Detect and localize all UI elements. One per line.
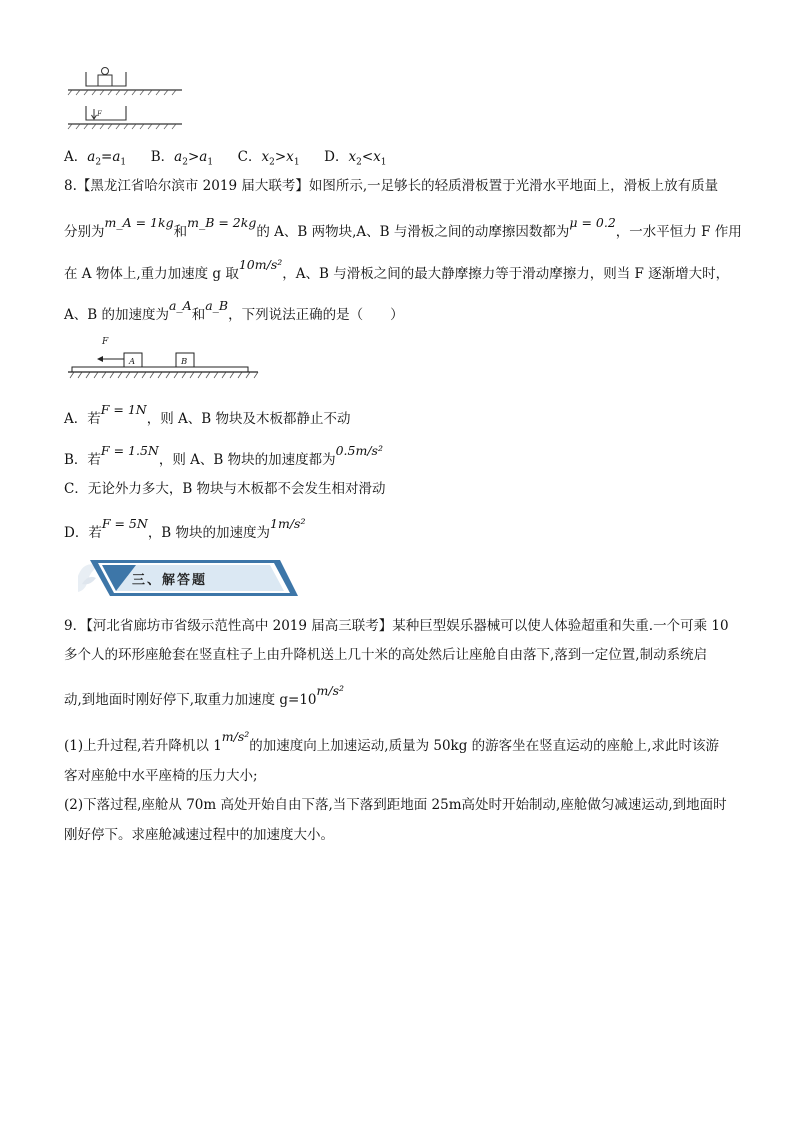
q7-option-d: D．$x_2<x_1$ — [324, 149, 387, 168]
q7-options — [64, 148, 387, 172]
q9-part-2: (2)下落过程,座舱从 70m 高处开始自由下落,当下落到距地面 25m高处时开始制动,座舱做匀减速运动,到地面时 — [64, 797, 727, 813]
q8-figure-block-b-label: B — [181, 357, 188, 367]
q8-option-c: C．无论外力多大，B 物块与木板都不会发生相对滑动 — [64, 481, 386, 497]
q8-figure-force-label: F — [102, 337, 109, 347]
section-title: 三、解答题 — [132, 573, 208, 588]
q7-figure-force-label: F — [97, 110, 102, 118]
q8-line-3: 在 A 物体上,重力加速度 g 取10m/s²，A、B 与滑板之间的最大静摩擦力等于滑动摩擦力，则当 F 逐渐增大时， — [64, 257, 730, 282]
q9-part-2-cont: 刚好停下。求座舱减速过程中的加速度大小。 — [64, 827, 334, 843]
q8-accel-a: a_A — [168, 298, 192, 313]
q8-line-4: A、B 的加速度为a_A和a_B，下列说法正确的是（ ） — [64, 298, 404, 323]
q9-line-2: 多个人的环形座舱套在竖直柱子上由升降机送上几十米的高处然后让座舱自由落下,落到一定位置,制动系统启 — [64, 647, 708, 663]
q8-option-b: B．若F = 1.5N，则 A、B 物块的加速度都为0.5m/s² — [64, 443, 383, 468]
q9-line-3: 动,到地面时刚好停下,取重力加速度 g=10m/s² — [64, 683, 345, 708]
q8-line-1: 8.【黑龙江省哈尔滨市 2019 届大联考】如图所示,一足够长的轻质滑板置于光滑水平地面上，滑板上放有质量 — [64, 178, 719, 194]
q9-part-1-cont: 客对座舱中水平座椅的压力大小; — [64, 768, 258, 784]
q8-mass-b: m_B = 2kg — [187, 215, 257, 230]
q8-figure-block-a-label: A — [129, 357, 136, 367]
q8-mu: μ = 0.2 — [569, 215, 616, 230]
q8-line-2: 分别为m_A = 1kg和m_B = 2kg的 A、B 两物块,A、B 与滑板之间的动摩擦因数都为μ = 0.2，一水平恒力 F 作用 — [64, 215, 742, 240]
q8-option-d: D．若F = 5N，B 物块的加速度为1m/s² — [64, 516, 306, 541]
q7-option-a: A．$a_2=a_1$ — [64, 149, 127, 168]
q7-option-b: B．$a_2>a_1$ — [150, 149, 214, 168]
q8-g-value: 10m/s² — [238, 257, 283, 272]
q8-option-a: A．若F = 1N，则 A、B 物块及木板都静止不动 — [64, 402, 351, 427]
q9-line-1: 9．【河北省廊坊市省级示范性高中 2019 届高三联考】某种巨型娱乐器械可以使人体验超重和失重.一个可乘 10 — [64, 618, 729, 634]
q8-accel-b: a_B — [205, 298, 229, 313]
q8-figure — [66, 334, 260, 380]
q9-part-1: (1)上升过程,若升降机以 1m/s²的加速度向上加速运动,质量为 50kg 的游客坐在竖直运动的座舱上,求此时该游 — [64, 729, 719, 754]
q8-mass-a: m_A = 1kg — [104, 215, 174, 230]
q7-figure — [64, 64, 184, 130]
q7-option-c: C．$x_2>x_1$ — [237, 149, 300, 168]
